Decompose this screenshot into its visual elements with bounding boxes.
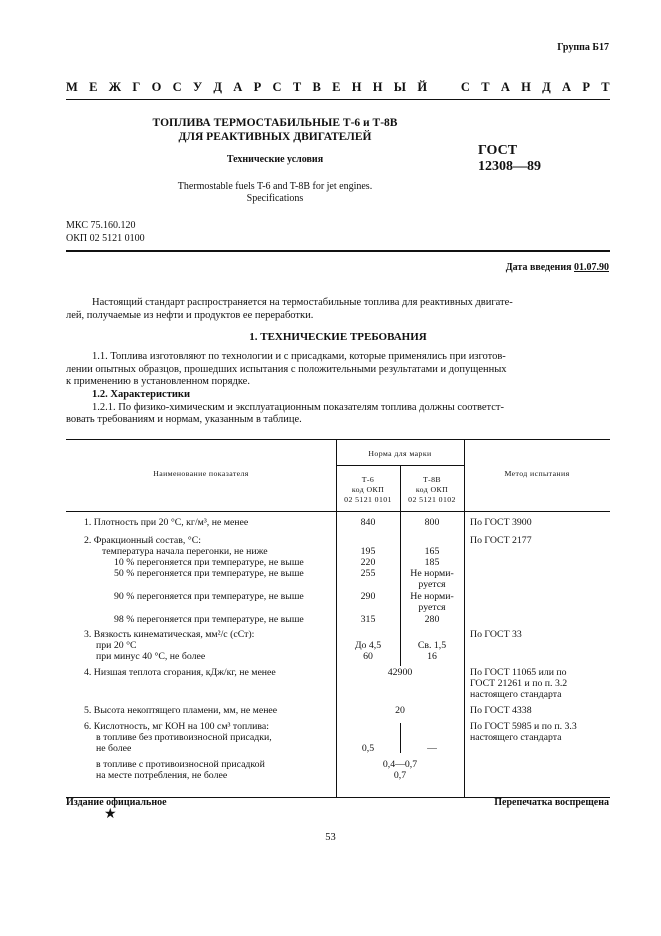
english-title-2: Specifications (246, 193, 304, 204)
row2c-t8-2: руется (418, 579, 446, 590)
title-line-2: ДЛЯ РЕАКТИВНЫХ ДВИГАТЕЛЕЙ (178, 131, 372, 143)
row6b-name-1: в топливе с противоизносной присадкой (96, 759, 265, 770)
banner-letter: Ы (393, 80, 407, 94)
row3b-name: при минус 40 °С, не более (96, 651, 206, 662)
p12-heading: 1.2. Характеристики (92, 389, 191, 400)
header-name: Наименование показателя (153, 469, 249, 478)
group-label: Группа Б17 (557, 42, 609, 53)
banner-letter: Ж (108, 80, 122, 94)
row5-name: 5. Высота некоптящего пламени, мм, не менее (84, 705, 278, 716)
row1-name: 1. Плотность при 20 °С, кг/м³, не менее (84, 517, 249, 528)
table-top-rule (66, 439, 610, 440)
row4-method-1: По ГОСТ 11065 или по (470, 667, 567, 678)
header-t8-3: 02 5121 0102 (408, 495, 456, 504)
intro-line-1: Настоящий стандарт распространяется на термостабильные топлива для реактивных двигате- (92, 297, 513, 308)
header-t6-2: код ОКП (351, 485, 385, 494)
banner-letter: Е (332, 80, 341, 94)
row1-t6: 840 (360, 517, 376, 528)
row6-method-1: По ГОСТ 5985 и по п. 3.3 (470, 721, 577, 732)
banner-letter: Й (417, 80, 428, 94)
mks-code: МКС 75.160.120 (66, 220, 136, 231)
row2a-t6: 195 (360, 546, 376, 557)
row2e-t8: 280 (424, 614, 440, 625)
requirements-table (66, 439, 610, 797)
row1-method: По ГОСТ 3900 (470, 517, 532, 528)
banner-letter: О (151, 80, 162, 94)
date-label: Дата введения (505, 262, 574, 273)
row2a-name: температура начала перегонки, не ниже (102, 546, 268, 557)
row2-name: 2. Фракционный состав, °С: (84, 535, 201, 546)
p11-line-3: к применению в установленном порядке. (66, 376, 250, 387)
row2b-t8: 185 (424, 557, 440, 568)
row4-value: 42900 (387, 667, 413, 678)
banner-letter: Е (89, 80, 98, 94)
row2e-name: 98 % перегоняется при температуре, не выше (114, 614, 304, 625)
row2c-t6: 255 (360, 568, 376, 579)
banner-letter: В (312, 80, 321, 94)
row4-method-3: настоящего стандарта (470, 689, 562, 700)
row2d-t8-2: руется (418, 602, 446, 613)
reprint-prohibited: Перепечатка воспрещена (494, 797, 609, 808)
row2a-t8: 165 (424, 546, 440, 557)
p11-line-1: 1.1. Топлива изготовляют по технологии и с присадками, которые применялись при изготов- (92, 351, 506, 362)
p121-line-2: вовать требованиям и нормам, указанным в таблице. (66, 414, 302, 425)
header-t8-2: код ОКП (415, 485, 449, 494)
col-divider-3 (464, 439, 465, 797)
banner-rule (66, 99, 610, 100)
star-icon: ★ (104, 807, 117, 822)
header-t6-1: Т-6 (361, 475, 375, 484)
row5-value: 20 (395, 705, 405, 716)
banner-letter: Р (253, 80, 262, 94)
row6-method-2: настоящего стандарта (470, 732, 562, 743)
banner-letter: Н (351, 80, 362, 94)
row2d-t8-1: Не норми- (410, 591, 454, 602)
row6a-name-2: не более (96, 743, 132, 754)
introduction-date (506, 262, 609, 273)
p11-line-2: лении опытных образцов, прошедших испытания с положительными результатами и допущенных (66, 364, 507, 375)
banner-letter: М (66, 80, 78, 94)
banner-letter: А (500, 80, 510, 94)
row2d-name: 90 % перегоняется при температуре, не выше (114, 591, 304, 602)
p121-line-1: 1.2.1. По физико-химическим и эксплуатационным показателям топлива должны соответст- (92, 402, 504, 413)
header-t8-1: Т-8В (422, 475, 442, 484)
okp-code: ОКП 02 5121 0100 (66, 233, 145, 244)
section-title: 1. ТЕХНИЧЕСКИЕ ТРЕБОВАНИЯ (249, 331, 427, 343)
row6a-name-1: в топливе без противоизносной присадки, (96, 732, 272, 743)
gost-number: 12308—89 (478, 159, 541, 174)
row4-method-2: ГОСТ 21261 и по п. 3.2 (470, 678, 568, 689)
row2b-t6: 220 (360, 557, 376, 568)
banner-letter: Г (132, 80, 141, 94)
banner-letter: Н (521, 80, 531, 94)
row1-t8: 800 (424, 517, 440, 528)
row6-name: 6. Кислотность, мг КОН на 100 см³ топлива: (84, 721, 269, 732)
row2e-t6: 315 (360, 614, 376, 625)
codes-rule (66, 250, 610, 252)
row2-method: По ГОСТ 2177 (470, 535, 532, 546)
banner-letter: Т (292, 80, 302, 94)
row5-method: По ГОСТ 4338 (470, 705, 532, 716)
row3b-t6: 60 (363, 651, 373, 662)
row2c-name: 50 % перегоняется при температуре, не выше (114, 568, 304, 579)
banner-letter: А (562, 80, 572, 94)
english-title-1: Thermostable fuels T-6 and T-8B for jet engines. (177, 181, 373, 192)
row2d-t6: 290 (360, 591, 376, 602)
banner-letter: А (233, 80, 243, 94)
banner-letter: С (460, 80, 470, 94)
header-norm: Норма для марки (368, 449, 432, 458)
row2b-name: 10 % перегоняется при температуре, не выше (114, 557, 304, 568)
banner-letter: Т (481, 80, 490, 94)
row3b-t8: 16 (427, 651, 437, 662)
row3a-t6: До 4,5 (354, 640, 382, 651)
row6b-value-1: 0,4—0,7 (382, 759, 418, 770)
banner-letter: Д (213, 80, 223, 94)
banner-letter: Т (601, 80, 610, 94)
row6a-t8: — (427, 743, 437, 754)
row6a-t6: 0,5 (361, 743, 375, 754)
row3a-t8: Св. 1,5 (417, 640, 447, 651)
header-bottom-rule (66, 511, 610, 512)
row3-name: 3. Вязкость кинематическая, мм²/с (сСт): (84, 629, 255, 640)
row4-name: 4. Низшая теплота сгорания, кДж/кг, не менее (84, 667, 276, 678)
page-number: 53 (325, 832, 336, 843)
title-line-1: ТОПЛИВА ТЕРМОСТАБИЛЬНЫЕ Т-6 и Т-8В (152, 117, 398, 129)
gost-label: ГОСТ (478, 143, 518, 158)
banner-letter: С (272, 80, 282, 94)
header-method: Метод испытания (504, 469, 570, 478)
row3-method: По ГОСТ 33 (470, 629, 522, 640)
banner-letter: У (192, 80, 203, 94)
banner-letter: Д (542, 80, 551, 94)
row3a-name: при 20 °С (96, 640, 137, 651)
interstate-standard-banner (66, 80, 610, 95)
row2c-t8-1: Не норми- (410, 568, 454, 579)
date-value: 01.07.90 (574, 262, 609, 273)
row6b-value-2: 0,7 (393, 770, 407, 781)
row6b-name-2: на месте потребления, не более (96, 770, 228, 781)
official-edition: Издание официальное (66, 797, 167, 808)
banner-letter: С (172, 80, 182, 94)
intro-line-2: лей, получаемые из нефти и продуктов ее переработки. (66, 310, 314, 321)
header-t6-3: 02 5121 0101 (344, 495, 392, 504)
banner-letter: Р (582, 80, 590, 94)
banner-letter: Н (372, 80, 383, 94)
subtitle: Технические условия (226, 154, 324, 165)
